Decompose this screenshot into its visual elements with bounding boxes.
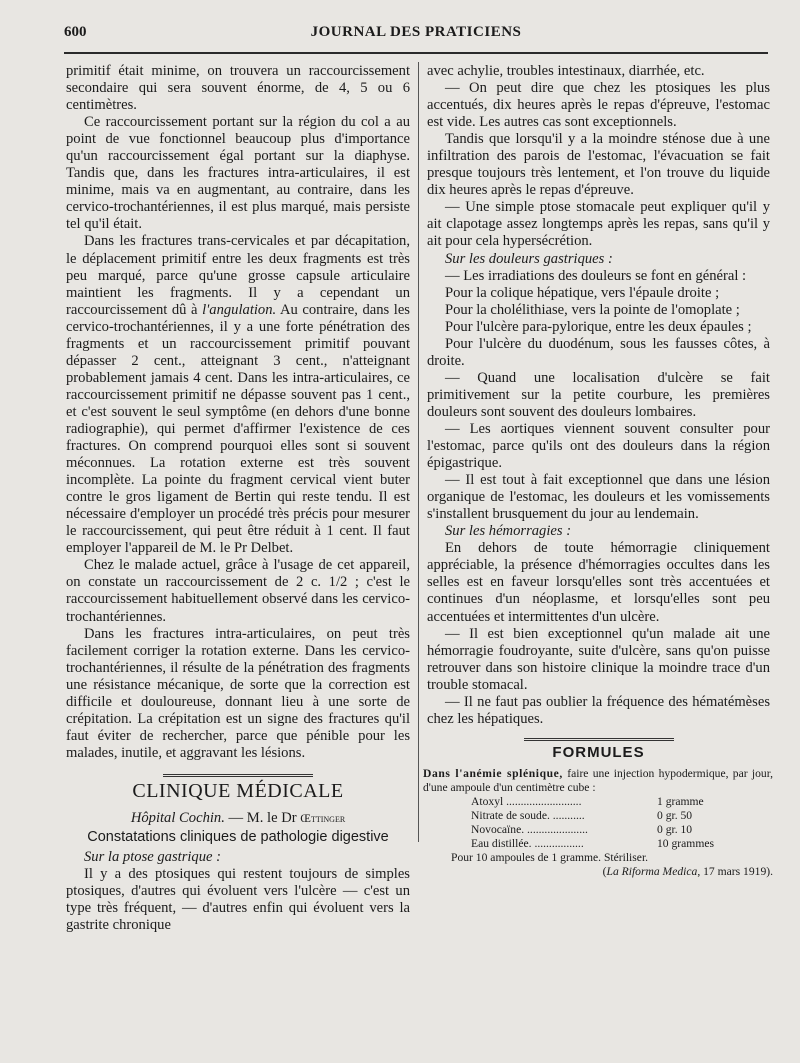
page-number: 600 [64,24,87,40]
paragraph: — Quand une localisation d'ulcère se fait primitivement sur la petite courbure, les premières douleurs sont souvent des douleurs lombaires. [427,369,770,420]
article-subheading: Constatations cliniques de pathologie digestive [87,829,389,846]
subsection-heading: Sur les douleurs gastriques : [445,250,613,267]
paragraph: avec achylie, troubles intestinaux, diarrhée, etc. [427,63,705,79]
ingredient-name: Eau distillée [471,836,529,850]
paragraph: Pour la colique hépatique, vers l'épaule droite ; [445,284,720,301]
ingredient-cell [471,837,657,851]
ingredient-row [471,795,767,809]
hospital-line [66,810,410,827]
ingredient-name: Novocaïne [471,822,522,836]
paragraph: Pour l'ulcère para-pylorique, entre les deux épaules ; [445,318,752,335]
ingredient-dots: . ........... [546,808,585,822]
paragraph-text: Dans les fractures trans-cervicales et par décapitation, le déplacement primitif entre les deux fragments est très peu marqué, parce qu'une grosse capsule articulaire maintient les fragments. Il y a cependant un raccourcissement dû à [66,233,410,318]
ingredient-row [471,837,767,851]
paragraph: Dans les fractures intra-articulaires, on peut très facilement corriger la rotation externe. Dans les cervico-trochantériennes, il résulte de la pénétration des fragments une résistance mécanique, de sorte que la correction est difficile et douloureuse, donnant lieu à une sorte de crépitation. La crépitation est un signe des fractures qu'il faut éviter de rechercher, parce que pénible pour les malades, inutile, et aggravant les lésions. [66,625,410,761]
formula-block [423,767,773,879]
formules-title: FORMULES [552,743,645,761]
ingredient-dots: . ..................... [521,822,588,836]
paragraph: — Les irradiations des douleurs se font en général : [445,267,747,284]
emphasis-angulation: l'angulation. [202,301,277,318]
ingredient-table [471,795,767,851]
paragraph: — Il est bien exceptionnel qu'un malade ait une hémorragie foudroyante, suite d'ulcère, sans qu'on puisse retrouver dans son histoire clinique la moindre trace d'un trouble stomacal. [427,625,770,693]
ingredient-quantity: 0 gr. 10 [657,822,693,836]
formula-closing: Pour 10 ampoules de 1 gramme. Stériliser. [451,850,649,864]
doctor-name: Œttinger [300,810,346,825]
header-rule [64,52,768,54]
ingredient-cell [471,809,657,823]
paragraph-text: Au contraire, dans les cervico-trochantériennes, il y a une forte pénétration des fragments et un raccourcissement primitif pouvant dépasser 2 cent., atteignant 3 cent., n'atteignant probablement jamais 4 cent. Dans les intra-articulaires, ce raccourcissement primitif ne dépasse souvent pas 1 cent., et c'est souvent le seul symptôme (en dehors d'une bonne radiographie), qui permet d'affirmer l'existence de ces fractures. On comprend pourquoi elles sont si souvent méconnues. La rotation externe est très souvent incomplète. La pointe du fragment cervical vient buter contre le gros ligament de Bertin qui reste tendu. Il est nécessaire d'employer un procédé très précis pour mesurer le raccourcissement, qui peut être réduit à 1 cent. Il faut employer l'appareil de M. le Pr Delbet. [66,301,410,557]
paragraph: — Il est tout à fait exceptionnel que dans une lésion organique de l'estomac, les douleurs et les vomissements s'installent brusquement du jour au lendemain. [427,472,770,523]
paragraph: — Une simple ptose stomacale peut expliquer qu'il y ait clapotage assez longtemps après les repas, sans qu'il y ait pour cela hypersécrétion. [427,199,770,250]
source-open: ( [602,864,607,878]
ingredient-dots: .......................... [503,794,582,808]
running-title: JOURNAL DES PRATICIENS [310,24,522,40]
ingredient-row [471,809,767,823]
section-rule [163,774,313,777]
ingredient-dots: . ................. [528,836,584,850]
ingredient-quantity: 1 gramme [657,794,704,808]
ingredient-cell [471,823,657,837]
paragraph: Pour la cholélithiase, vers la pointe de l'omoplate ; [445,301,740,318]
paragraph: — Il ne faut pas oublier la fréquence des hématémèses chez les hépatiques. [427,693,770,727]
hospital-doctor-prefix: — M. le Dr [224,809,301,826]
formula-intro [423,767,773,795]
paragraph: — On peut dire que chez les ptosiques les plus accentués, dix heures après le repas d'épreuve, l'estomac est vide. Les autres cas sont exceptionnels. [427,80,770,131]
page-header [64,22,768,46]
right-column [423,63,774,879]
paragraph: Ce raccourcissement portant sur la région du col a au point de vue fonctionnel beaucoup plus d'importance qu'un raccourcissement égal portant sur la diaphyse. Tandis que, dans les fractures intra-articulaires, il est minime, mais va en augmentant, au contraire, dans les cervico-trochantériennes, il est plus marqué, mais persiste tel qu'il était. [66,114,410,233]
formula-source [423,865,773,879]
subsection-heading: Sur la ptose gastrique : [84,849,222,866]
paragraph: — Les aortiques viennent souvent consulter pour l'estomac, parce qu'ils ont des douleurs dans la région épigastrique. [427,420,770,472]
paragraph: Pour l'ulcère du duodénum, sous les fausses côtes, à droite. [427,335,770,369]
paragraph [66,233,410,557]
paragraph: primitif était minime, on trouvera un raccourcissement secondaire qui sera souvent énorme, de 4, 5 ou 6 centimètres. [66,63,410,114]
paragraph: Tandis que lorsqu'il y a la moindre sténose due à une infiltration des parois de l'estomac, l'évacuation se fait presque toujours très lentement, et l'on trouve du liquide dix heures après le repas d'épreuve. [427,131,770,199]
source-rest: , 17 mars 1919). [697,864,773,878]
ingredient-row [471,823,767,837]
ingredient-name: Nitrate de soude [471,808,547,822]
ingredient-cell [471,795,657,809]
column-divider [418,62,419,842]
section-title: CLINIQUE MÉDICALE [132,779,344,802]
formula-intro-lead: Dans l'anémie splénique, [423,766,563,780]
ingredient-quantity: 0 gr. 50 [657,808,693,822]
paragraph: En dehors de toute hémorragie cliniquement appréciable, la présence d'hémorragies occultes dans les selles est en faveur lorsqu'elles sont très accentuées et continues d'un néoplasme, et lorsqu'elles sont peu accentuées et intermittentes d'un ulcère. [427,540,770,625]
subsection-heading: Sur les hémorragies : [445,523,572,540]
formula-intro-rest: faire une injection hypodermique, par jour, d'une ampoule d'un centimètre cube : [423,766,774,794]
ingredient-quantity: 10 grammes [657,836,714,850]
paragraph: Chez le malade actuel, grâce à l'usage de cet appareil, on constate un raccourcissement de 2 c. 1/2 ; c'est le raccourcissement habituellement observé dans les cervico-trochantériennes. [66,557,410,625]
paragraph: Il y a des ptosiques qui restent toujours de simples ptosiques, d'autres qui évoluent vers l'ulcère — c'est un type très fréquent, — d'autres enfin qui évoluent vers la gastrite chronique [66,866,410,934]
hospital-name: Hôpital Cochin. [130,809,225,826]
formules-rule [524,738,674,741]
source-journal: La Riforma Medica [606,864,698,878]
ingredient-name: Atoxyl [471,794,504,808]
left-column [66,63,410,934]
